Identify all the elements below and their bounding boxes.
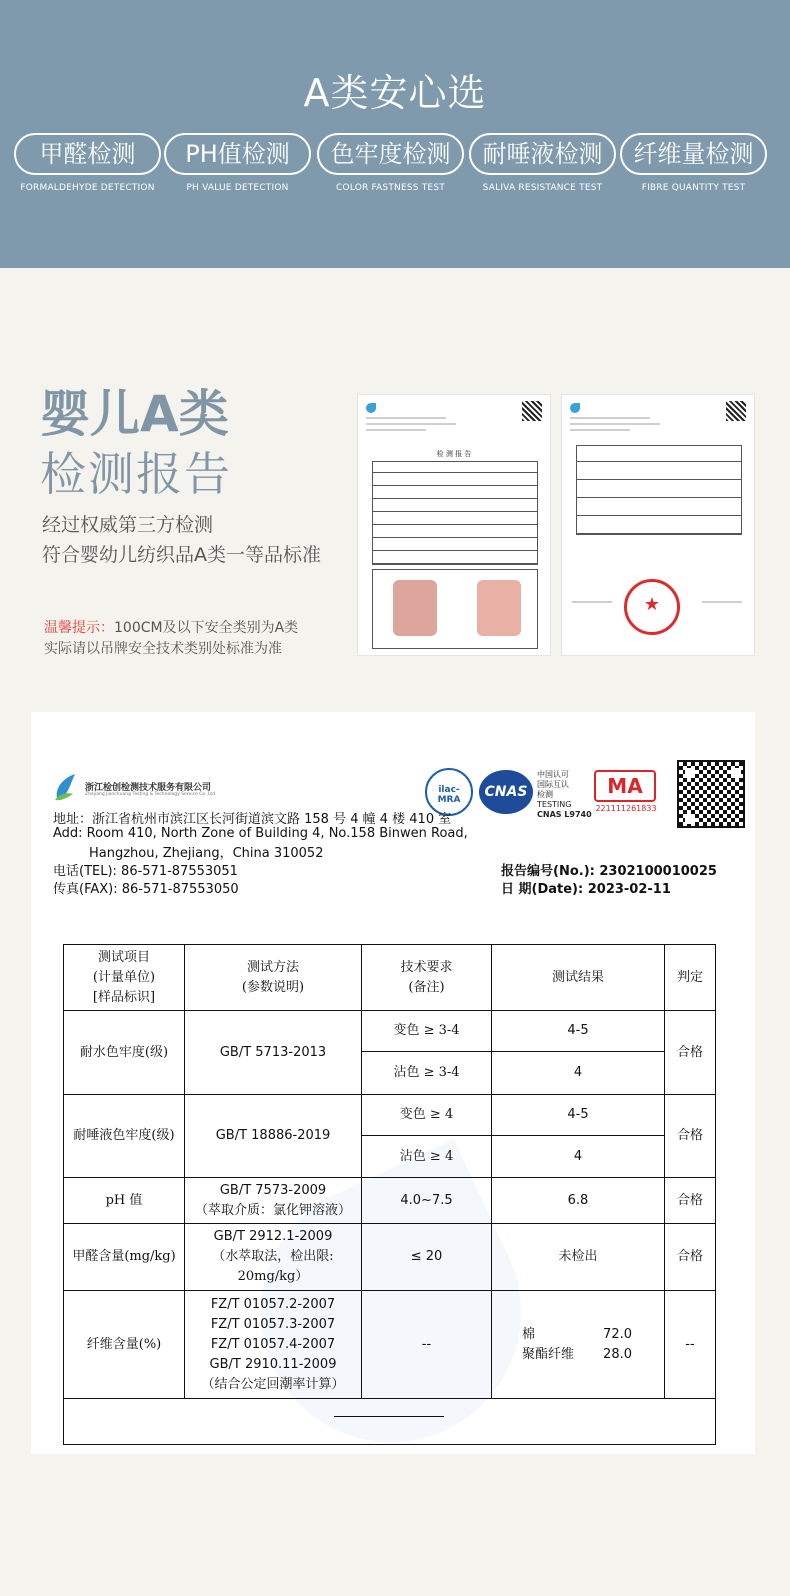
thumb-photos — [372, 569, 538, 649]
address-cn: 地址：浙江省杭州市滨江区长河街道滨文路 158 号 4 幢 4 楼 410 室 — [53, 812, 452, 827]
shirt-photo — [477, 580, 521, 636]
test-report-document — [31, 712, 755, 1454]
table-end-row — [64, 1399, 716, 1445]
company-name: 浙江检创检测技术服务有限公司 — [85, 783, 212, 793]
pill-en: FIBRE QUANTITY TEST — [641, 183, 746, 193]
hero-banner — [0, 0, 790, 268]
ilac-label: ilac-MRA — [437, 785, 461, 805]
end-divider — [334, 1416, 444, 1417]
company-name-en: Zhejiang Jianchuang Testing & Technology Service Co.,Ltd — [85, 792, 216, 797]
pill-en: FORMALDEHYDE DETECTION — [20, 183, 155, 193]
notice-line: 100CM及以下安全类别为A类 — [114, 620, 299, 636]
header-method: 测试方法 (参数说明) — [185, 945, 362, 1011]
company-logo-icon — [570, 403, 580, 413]
intro-description — [42, 510, 321, 570]
tel: 电话(TEL): 86-571-87553051 — [53, 864, 238, 879]
hero-title: A类安心选 — [303, 71, 487, 115]
star-icon: ★ — [643, 594, 661, 615]
table-row: 甲醛含量(mg/kg) GB/T 2912.1-2009 （水萃取法，检出限: 20mg/kg） ≤ 20 未检出 合格 — [64, 1224, 716, 1291]
intro-title: 婴儿A类 — [40, 385, 229, 443]
thumb-heading: 检 测 报 告 — [436, 450, 472, 458]
pill-fibre — [620, 133, 767, 193]
pill-ph — [164, 133, 311, 193]
table-header-row — [64, 945, 716, 1011]
cma-logo-icon: MA — [594, 770, 656, 802]
pill-en: SALIVA RESISTANCE TEST — [482, 183, 603, 193]
header-requirement: 技术要求 (备注) — [362, 945, 492, 1011]
company-logo-icon — [53, 772, 79, 802]
fax: 传真(FAX): 86-571-87553050 — [53, 882, 239, 897]
address-en-1: Add: Room 410, North Zone of Building 4, No.158 Binwen Road, — [53, 826, 468, 841]
desc-line: 符合婴幼儿纺织品A类一等品标准 — [42, 544, 321, 566]
qr-code-icon — [522, 401, 542, 421]
intro-subtitle: 检测报告 — [40, 447, 232, 501]
header-verdict: 判定 — [665, 945, 716, 1011]
report-thumbnail-page2[interactable] — [561, 394, 755, 656]
pill-label: 耐唾液检测 — [469, 133, 616, 175]
notice-line: 实际请以吊牌安全技术类别处标准为准 — [44, 641, 282, 657]
shirt-photo — [393, 580, 437, 636]
qr-code-icon — [726, 401, 746, 421]
header-result: 测试结果 — [492, 945, 665, 1011]
pill-label: PH值检测 — [164, 133, 311, 175]
table-row: 耐水色牢度(级) GB/T 5713-2013 变色 ≥ 3-4 4-5 合格 — [64, 1011, 716, 1052]
notice-label: 温馨提示： — [44, 620, 114, 636]
pill-color-fastness — [317, 133, 464, 193]
qr-code-icon — [677, 760, 745, 828]
thumb-table — [372, 461, 538, 565]
report-thumbnail-page1[interactable] — [357, 394, 551, 656]
cnas-text: 中国认可 国际互认 检测 TESTING CNAS L9740 — [537, 770, 592, 819]
header-item: 测试项目 (计量单位) [样品标识] — [64, 945, 185, 1011]
table-row: 沾色 ≥ 4 4 — [64, 1136, 716, 1178]
table-row: 纤维含量(%) FZ/T 01057.2-2007 FZ/T 01057.3-2007 FZ/T 01057.4-2007 GB/T 2910.11-2009 （结合公定回潮率计算） -- 棉 72.0 聚酯纤维 28.0 -- — [64, 1291, 716, 1399]
table-row: 耐唾液色牢度(级) GB/T 18886-2019 变色 ≥ 4 4-5 合格 — [64, 1095, 716, 1136]
address-en-2: Hangzhou, Zhejiang，China 310052 — [89, 846, 324, 861]
cma-number: 221111261833 — [595, 804, 657, 813]
report-date: 日 期(Date): 2023-02-11 — [501, 882, 671, 897]
table-row: pH 值 GB/T 7573-2009 （萃取介质：氯化钾溶液） 4.0~7.5 6.8 合格 — [64, 1178, 716, 1224]
warm-notice — [44, 618, 298, 660]
pill-saliva — [469, 133, 616, 193]
pill-label: 甲醛检测 — [14, 133, 161, 175]
result-table — [63, 944, 716, 1445]
report-number: 报告编号(No.): 2302100010025 — [501, 864, 717, 879]
thumb-table — [576, 445, 742, 535]
desc-line: 经过权威第三方检测 — [42, 514, 214, 536]
cnas-logo-icon: CNAS — [479, 770, 533, 814]
fiber-result: 棉 72.0 聚酯纤维 28.0 — [492, 1291, 665, 1399]
pill-en: PH VALUE DETECTION — [186, 183, 289, 193]
pill-formaldehyde — [14, 133, 161, 193]
table-row: 沾色 ≥ 3-4 4 — [64, 1052, 716, 1095]
pill-en: COLOR FASTNESS TEST — [336, 183, 445, 193]
company-logo-icon — [366, 403, 376, 413]
test-pills — [0, 133, 790, 203]
official-seal — [624, 579, 680, 635]
pill-label: 色牢度检测 — [317, 133, 464, 175]
pill-label: 纤维量检测 — [620, 133, 767, 175]
